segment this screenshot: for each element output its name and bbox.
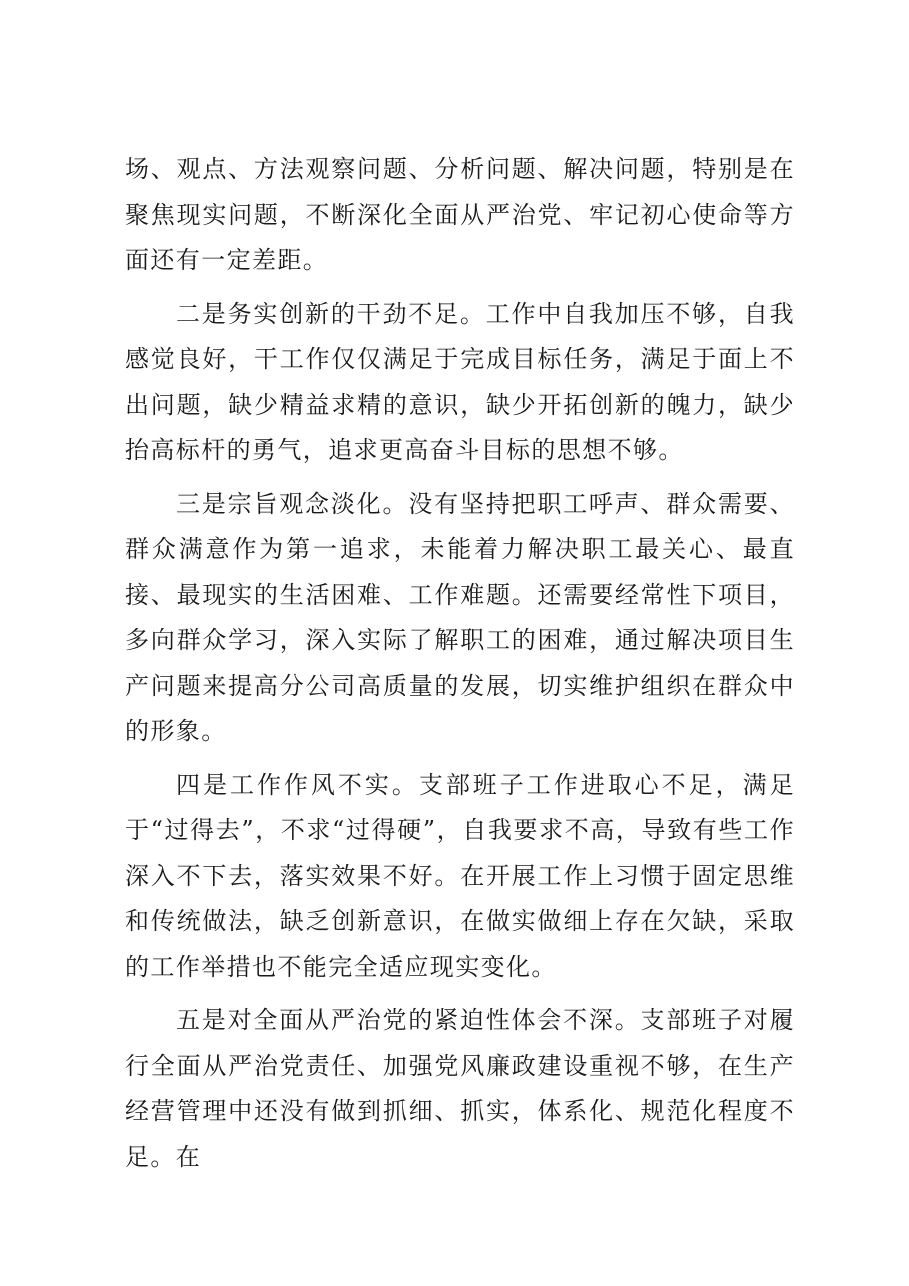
paragraph-point-three: 三是宗旨观念淡化。没有坚持把职工呼声、群众需要、群众满意作为第一追求，未能着力解决职工最关心、最直接、最现实的生活困难、工作难题。还需要经常性下项目，多向群众学习，深入实际了解职工的困难，通过解决项目生产问题来提高分公司高质量的发展，切实维护组织在群众中的形象。 bbox=[125, 489, 795, 745]
paragraph-continuation: 场、观点、方法观察问题、分析问题、解决问题，特别是在聚焦现实问题，不断深化全面从严治党、牢记初心使命等方面还有一定差距。 bbox=[125, 155, 795, 274]
paragraph-point-two: 二是务实创新的干劲不足。工作中自我加压不够，自我感觉良好，干工作仅仅满足于完成目标任务，满足于面上不出问题，缺少精益求精的意识，缺少开拓创新的魄力，缺少抬高标杆的勇气，追求更高奋斗目标的思想不够。 bbox=[125, 299, 795, 464]
paragraph-point-four: 四是工作作风不实。支部班子工作进取心不足，满足于“过得去”，不求“过得硬”，自我要求不高，导致有些工作深入不下去，落实效果不好。在开展工作上习惯于固定思维和传统做法，缺乏创新意识，在做实做细上存在欠缺，采取的工作举措也不能完全适应现实变化。 bbox=[125, 770, 795, 981]
paragraph-point-five: 五是对全面从严治党的紧迫性体会不深。支部班子对履行全面从严治党责任、加强党风廉政建设重视不够，在生产经营管理中还没有做到抓细、抓实，体系化、规范化程度不足。在 bbox=[125, 1006, 795, 1171]
document-body bbox=[125, 147, 795, 1180]
